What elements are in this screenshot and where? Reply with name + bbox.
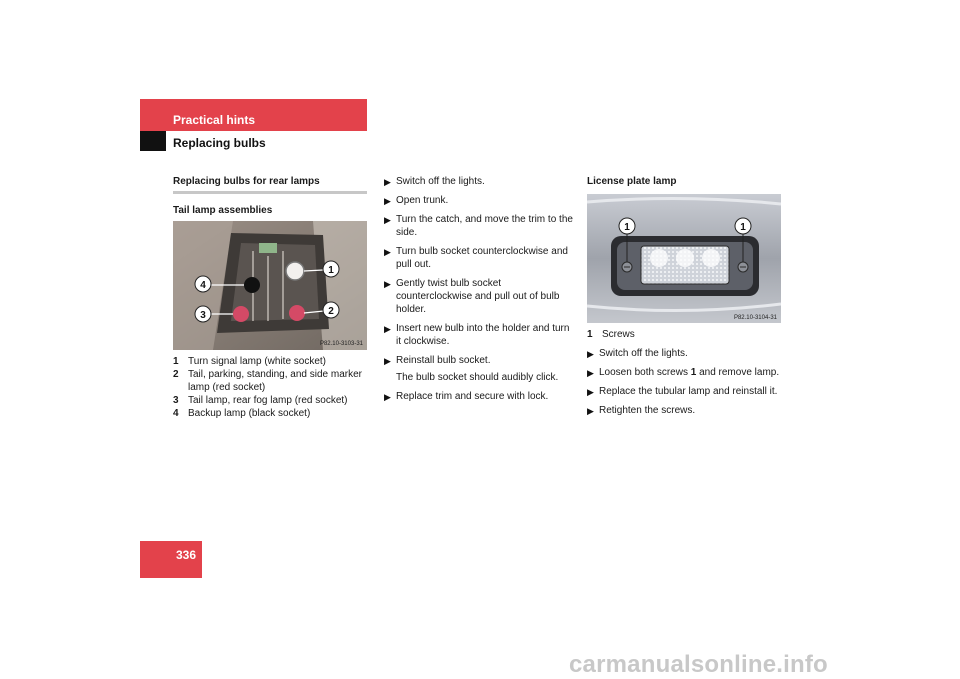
svg-text:4: 4 xyxy=(200,280,206,291)
step-item: ▶ Replace trim and secure with lock. xyxy=(384,391,549,402)
list-item: 2 Tail, parking, standing, and side marker lamp (red socket) xyxy=(173,369,362,393)
callout-4 xyxy=(195,276,211,292)
arrow-icon: ▶ xyxy=(384,356,391,366)
left-column xyxy=(173,175,367,420)
svg-text:1: 1 xyxy=(328,265,334,276)
header-marker xyxy=(140,131,166,151)
list-item: 4 Backup lamp (black socket) xyxy=(173,408,311,419)
tail-lamp-illustration xyxy=(173,221,367,350)
license-lamp-steps xyxy=(587,347,781,417)
subsection-title: Replacing bulbs xyxy=(173,136,266,150)
step-item: ▶ Switch off the lights. xyxy=(587,348,688,359)
tail-figure-id: P82.10-3103-31 xyxy=(319,341,363,347)
middle-column xyxy=(384,175,576,409)
svg-text:2: 2 xyxy=(328,306,334,317)
heading-rule xyxy=(173,191,367,194)
arrow-icon: ▶ xyxy=(384,196,391,206)
svg-text:1: 1 xyxy=(740,222,746,233)
license-lamp-illustration xyxy=(587,194,781,323)
step-item: ▶ Gently twist bulb socket counterclockwise and pull out of bulb holder. xyxy=(384,278,560,315)
right-column xyxy=(587,175,781,423)
license-lamp-heading: License plate lamp xyxy=(587,176,677,187)
rear-lamps-heading: Replacing bulbs for rear lamps xyxy=(173,176,320,187)
step-item: ▶ Retighten the screws. xyxy=(587,405,696,416)
license-lamp-figure xyxy=(587,194,781,323)
step-item: ▶ Insert new bulb into the holder and turn it clockwise. xyxy=(384,323,570,347)
arrow-icon: ▶ xyxy=(384,392,391,402)
step-item: ▶ Turn bulb socket counterclockwise and pull out. xyxy=(384,246,568,270)
section-header xyxy=(140,99,367,131)
arrow-icon: ▶ xyxy=(384,215,391,225)
svg-text:3: 3 xyxy=(200,310,206,321)
tail-lamp-final-step xyxy=(384,390,576,403)
step-item: ▶ Open trunk. xyxy=(384,195,449,206)
step-item: ▶ Loosen both screws 1 and remove lamp. xyxy=(587,367,780,378)
arrow-icon: ▶ xyxy=(587,349,594,359)
watermark: carmanualsonline.info xyxy=(569,651,828,678)
callout-3 xyxy=(195,306,211,322)
step-item: ▶ Reinstall bulb socket. xyxy=(384,355,491,366)
tail-lamp-subheading: Tail lamp assemblies xyxy=(173,205,273,216)
list-item: 1 Screws xyxy=(587,329,635,340)
license-lamp-legend xyxy=(587,328,781,341)
arrow-icon: ▶ xyxy=(587,406,594,416)
arrow-icon: ▶ xyxy=(384,279,391,289)
callout-1-left xyxy=(619,218,635,234)
step-item: ▶ Switch off the lights. xyxy=(384,176,485,187)
callout-1 xyxy=(323,261,339,277)
list-item: 3 Tail lamp, rear fog lamp (red socket) xyxy=(173,395,348,406)
tail-lamp-figure xyxy=(173,221,367,350)
section-title: Practical hints xyxy=(173,113,256,127)
page-number: 336 xyxy=(175,548,196,562)
arrow-icon: ▶ xyxy=(587,368,594,378)
socket-click-note: The bulb socket should audibly click. xyxy=(396,372,559,383)
list-item: 1 Turn signal lamp (white socket) xyxy=(173,356,327,367)
tail-lamp-steps xyxy=(384,175,576,367)
callout-2 xyxy=(323,302,339,318)
page-number-tab xyxy=(140,541,202,578)
step-item: ▶ Replace the tubular lamp and reinstall it. xyxy=(587,386,778,397)
arrow-icon: ▶ xyxy=(384,177,391,187)
license-figure-id: P82.10-3104-31 xyxy=(733,315,777,321)
step-item: ▶ Turn the catch, and move the trim to the side. xyxy=(384,214,573,238)
arrow-icon: ▶ xyxy=(587,387,594,397)
tail-lamp-legend xyxy=(173,355,367,420)
arrow-icon: ▶ xyxy=(384,324,391,334)
callout-1-right xyxy=(735,218,751,234)
arrow-icon: ▶ xyxy=(384,247,391,257)
svg-text:1: 1 xyxy=(624,222,630,233)
